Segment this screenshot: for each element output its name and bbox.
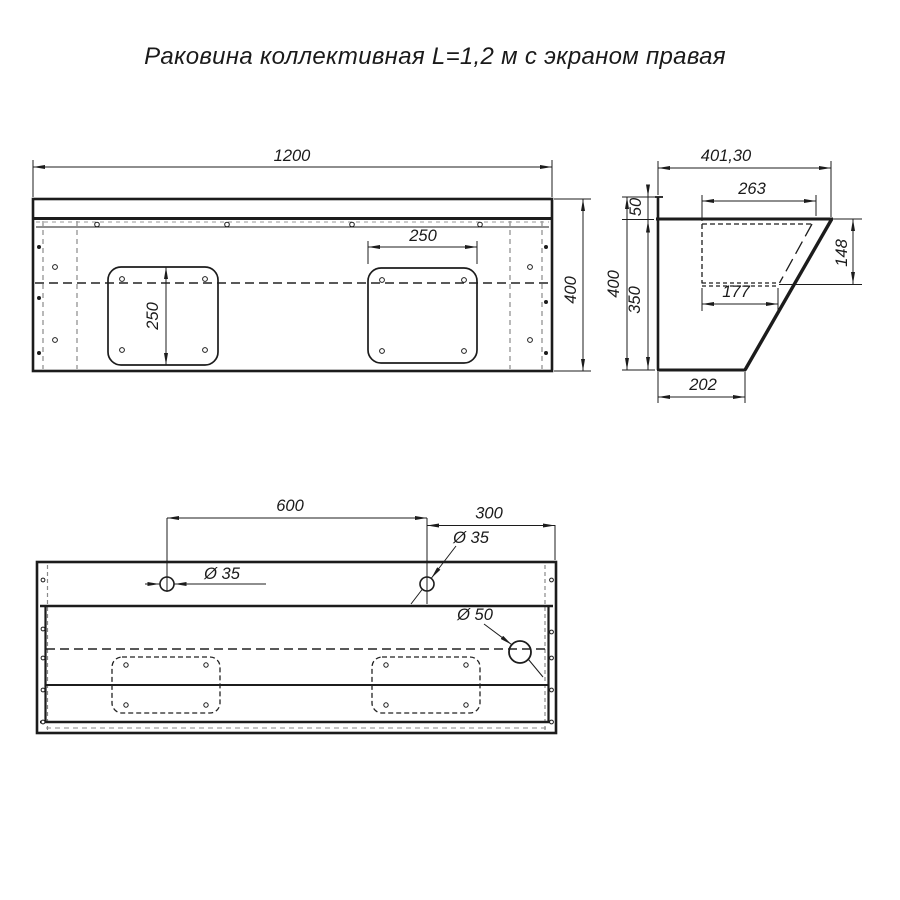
dim-tap-hole-spacing: 600	[276, 497, 304, 515]
dim-side-overall-height: 400	[605, 270, 623, 298]
dim-drain-hole-dia: Ø 50	[457, 606, 493, 624]
side-view	[605, 147, 862, 403]
dim-plate-width: 250	[409, 227, 437, 245]
plan-hidden-lines	[46, 565, 548, 731]
drawing-title: Раковина коллективная L=1,2 м с экраном правая	[144, 43, 726, 70]
dim-side-overall-depth: 401,30	[700, 147, 752, 165]
dim-basin-depth: 148	[833, 239, 851, 267]
front-mounting-plate-right	[368, 268, 477, 363]
front-edge-dots	[37, 245, 548, 355]
dim-splash-height: 50	[627, 197, 645, 217]
dim-front-panel-height: 350	[626, 286, 644, 314]
front-hidden-lines	[35, 221, 550, 369]
plan-outline	[37, 562, 556, 733]
dim-tap-hole-left-dia: Ø 35	[204, 565, 240, 583]
front-view	[33, 147, 591, 371]
plan-edge-holes	[41, 578, 553, 724]
drain-hole	[509, 641, 531, 663]
dim-plate-height: 250	[144, 302, 162, 330]
front-dimensions	[33, 160, 591, 371]
dim-base-depth: 202	[689, 376, 717, 394]
dim-tap-hole-right-dia: Ø 35	[453, 529, 489, 547]
dim-front-height: 400	[562, 276, 580, 304]
plan-view	[37, 497, 556, 733]
side-basin-hidden	[702, 224, 812, 286]
front-outline	[33, 199, 552, 371]
dim-front-width: 1200	[273, 147, 311, 165]
dim-basin-top-depth: 263	[738, 180, 766, 198]
front-mounting-plate-left	[108, 267, 218, 365]
dim-tap-hole-right-offset: 300	[475, 504, 503, 523]
plan-dimensions	[145, 518, 555, 677]
dim-basin-bottom-depth: 177	[722, 283, 750, 301]
